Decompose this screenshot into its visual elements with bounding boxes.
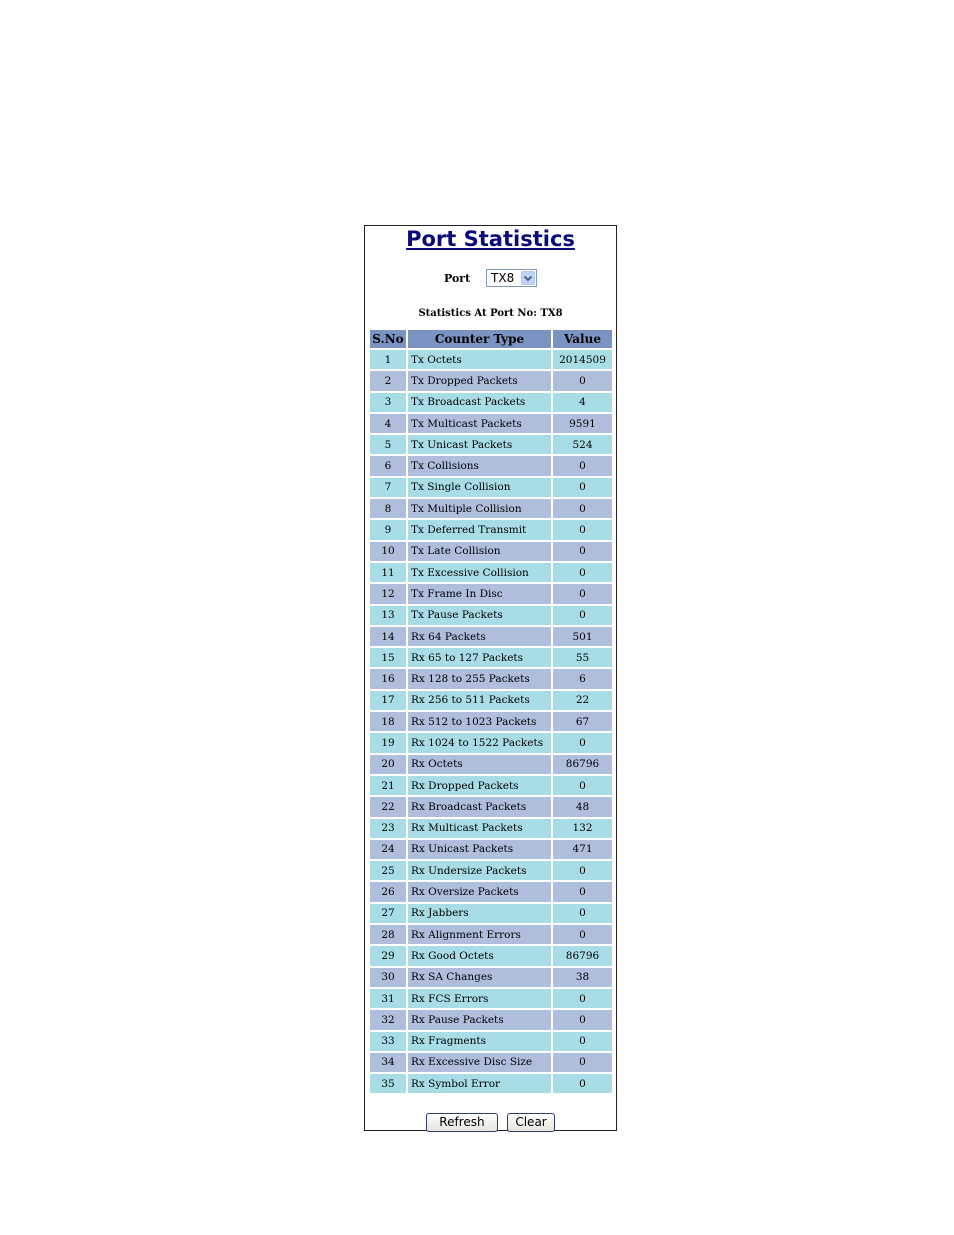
table-row bbox=[370, 669, 612, 688]
row-sno: 11 bbox=[370, 563, 406, 582]
statistics-table bbox=[368, 328, 614, 1095]
row-value: 0 bbox=[553, 499, 612, 518]
table-row bbox=[370, 904, 612, 923]
row-sno: 5 bbox=[370, 435, 406, 454]
row-counter-type: Tx Pause Packets bbox=[408, 606, 551, 625]
table-row bbox=[370, 499, 612, 518]
table-row bbox=[370, 840, 612, 859]
table-row bbox=[370, 989, 612, 1008]
table-row bbox=[370, 797, 612, 816]
table-row bbox=[370, 946, 612, 965]
row-sno: 25 bbox=[370, 861, 406, 880]
row-counter-type: Tx Collisions bbox=[408, 456, 551, 475]
row-counter-type: Rx Broadcast Packets bbox=[408, 797, 551, 816]
row-value: 6 bbox=[553, 669, 612, 688]
row-sno: 33 bbox=[370, 1032, 406, 1051]
table-row bbox=[370, 925, 612, 944]
table-row bbox=[370, 371, 612, 390]
port-selector-row bbox=[365, 269, 616, 287]
row-counter-type: Tx Broadcast Packets bbox=[408, 393, 551, 412]
row-sno: 28 bbox=[370, 925, 406, 944]
table-row bbox=[370, 712, 612, 731]
row-sno: 21 bbox=[370, 776, 406, 795]
row-sno: 4 bbox=[370, 414, 406, 433]
row-sno: 20 bbox=[370, 755, 406, 774]
row-sno: 27 bbox=[370, 904, 406, 923]
row-sno: 34 bbox=[370, 1053, 406, 1072]
row-counter-type: Rx Oversize Packets bbox=[408, 882, 551, 901]
row-value: 55 bbox=[553, 648, 612, 667]
header-value: Value bbox=[553, 330, 612, 348]
row-sno: 18 bbox=[370, 712, 406, 731]
row-counter-type: Rx Symbol Error bbox=[408, 1074, 551, 1093]
table-row bbox=[370, 1074, 612, 1093]
row-sno: 35 bbox=[370, 1074, 406, 1093]
table-row bbox=[370, 648, 612, 667]
row-value: 0 bbox=[553, 520, 612, 539]
table-header-row bbox=[370, 330, 612, 348]
row-counter-type: Tx Multicast Packets bbox=[408, 414, 551, 433]
row-counter-type: Rx 256 to 511 Packets bbox=[408, 691, 551, 710]
row-sno: 30 bbox=[370, 968, 406, 987]
row-value: 0 bbox=[553, 1010, 612, 1029]
row-value: 471 bbox=[553, 840, 612, 859]
table-row bbox=[370, 393, 612, 412]
row-value: 0 bbox=[553, 584, 612, 603]
table-row bbox=[370, 350, 612, 369]
table-row bbox=[370, 691, 612, 710]
row-value: 0 bbox=[553, 1053, 612, 1072]
table-row bbox=[370, 520, 612, 539]
row-sno: 23 bbox=[370, 819, 406, 838]
row-counter-type: Rx 1024 to 1522 Packets bbox=[408, 733, 551, 752]
row-value: 0 bbox=[553, 563, 612, 582]
table-row bbox=[370, 819, 612, 838]
row-sno: 32 bbox=[370, 1010, 406, 1029]
row-counter-type: Rx Good Octets bbox=[408, 946, 551, 965]
row-sno: 16 bbox=[370, 669, 406, 688]
row-value: 86796 bbox=[553, 946, 612, 965]
row-counter-type: Tx Single Collision bbox=[408, 478, 551, 497]
table-row bbox=[370, 776, 612, 795]
header-counter-type: Counter Type bbox=[408, 330, 551, 348]
row-sno: 29 bbox=[370, 946, 406, 965]
row-sno: 8 bbox=[370, 499, 406, 518]
table-row bbox=[370, 733, 612, 752]
statistics-caption: Statistics At Port No: TX8 bbox=[418, 308, 563, 319]
row-sno: 3 bbox=[370, 393, 406, 412]
table-row bbox=[370, 1053, 612, 1072]
row-value: 0 bbox=[553, 882, 612, 901]
port-select-value: TX8 bbox=[491, 271, 515, 285]
row-counter-type: Rx 64 Packets bbox=[408, 627, 551, 646]
row-value: 0 bbox=[553, 456, 612, 475]
row-value: 0 bbox=[553, 776, 612, 795]
port-label: Port bbox=[443, 271, 471, 285]
row-counter-type: Rx Fragments bbox=[408, 1032, 551, 1051]
row-value: 4 bbox=[553, 393, 612, 412]
chevron-down-icon[interactable] bbox=[521, 271, 535, 285]
row-counter-type: Rx Alignment Errors bbox=[408, 925, 551, 944]
row-value: 0 bbox=[553, 733, 612, 752]
row-value: 0 bbox=[553, 989, 612, 1008]
row-sno: 14 bbox=[370, 627, 406, 646]
row-value: 0 bbox=[553, 542, 612, 561]
refresh-button[interactable]: Refresh bbox=[426, 1113, 498, 1132]
table-row bbox=[370, 456, 612, 475]
row-counter-type: Rx Pause Packets bbox=[408, 1010, 551, 1029]
table-row bbox=[370, 478, 612, 497]
row-sno: 6 bbox=[370, 456, 406, 475]
row-counter-type: Rx Excessive Disc Size bbox=[408, 1053, 551, 1072]
row-counter-type: Rx Multicast Packets bbox=[408, 819, 551, 838]
table-row bbox=[370, 882, 612, 901]
row-counter-type: Tx Deferred Transmit bbox=[408, 520, 551, 539]
row-counter-type: Tx Octets bbox=[408, 350, 551, 369]
row-counter-type: Tx Late Collision bbox=[408, 542, 551, 561]
row-counter-type: Rx 65 to 127 Packets bbox=[408, 648, 551, 667]
row-sno: 13 bbox=[370, 606, 406, 625]
row-value: 48 bbox=[553, 797, 612, 816]
table-row bbox=[370, 435, 612, 454]
row-value: 67 bbox=[553, 712, 612, 731]
row-counter-type: Rx Dropped Packets bbox=[408, 776, 551, 795]
row-value: 38 bbox=[553, 968, 612, 987]
row-counter-type: Rx Unicast Packets bbox=[408, 840, 551, 859]
header-sno: S.No bbox=[370, 330, 406, 348]
button-row bbox=[365, 1112, 616, 1132]
row-sno: 22 bbox=[370, 797, 406, 816]
table-row bbox=[370, 861, 612, 880]
row-sno: 19 bbox=[370, 733, 406, 752]
table-row bbox=[370, 584, 612, 603]
row-sno: 31 bbox=[370, 989, 406, 1008]
table-row bbox=[370, 414, 612, 433]
table-row bbox=[370, 968, 612, 987]
row-value: 9591 bbox=[553, 414, 612, 433]
table-row bbox=[370, 542, 612, 561]
row-value: 524 bbox=[553, 435, 612, 454]
statistics-table-body bbox=[370, 350, 612, 1093]
row-value: 0 bbox=[553, 1074, 612, 1093]
row-value: 0 bbox=[553, 861, 612, 880]
row-value: 22 bbox=[553, 691, 612, 710]
row-value: 0 bbox=[553, 478, 612, 497]
table-row bbox=[370, 1032, 612, 1051]
row-counter-type: Tx Excessive Collision bbox=[408, 563, 551, 582]
row-sno: 2 bbox=[370, 371, 406, 390]
row-counter-type: Rx 128 to 255 Packets bbox=[408, 669, 551, 688]
page-title-text: Port Statistics bbox=[406, 227, 575, 251]
table-row bbox=[370, 563, 612, 582]
clear-button[interactable]: Clear bbox=[507, 1113, 555, 1132]
row-sno: 10 bbox=[370, 542, 406, 561]
row-sno: 17 bbox=[370, 691, 406, 710]
row-counter-type: Rx Jabbers bbox=[408, 904, 551, 923]
row-sno: 24 bbox=[370, 840, 406, 859]
row-sno: 26 bbox=[370, 882, 406, 901]
row-counter-type: Rx 512 to 1023 Packets bbox=[408, 712, 551, 731]
row-counter-type: Tx Multiple Collision bbox=[408, 499, 551, 518]
table-row bbox=[370, 627, 612, 646]
row-sno: 1 bbox=[370, 350, 406, 369]
page-title bbox=[365, 226, 616, 252]
row-sno: 15 bbox=[370, 648, 406, 667]
table-row bbox=[370, 1010, 612, 1029]
row-value: 86796 bbox=[553, 755, 612, 774]
row-value: 2014509 bbox=[553, 350, 612, 369]
row-counter-type: Tx Dropped Packets bbox=[408, 371, 551, 390]
row-value: 132 bbox=[553, 819, 612, 838]
row-counter-type: Rx Octets bbox=[408, 755, 551, 774]
row-value: 0 bbox=[553, 904, 612, 923]
row-value: 0 bbox=[553, 925, 612, 944]
row-value: 0 bbox=[553, 606, 612, 625]
row-counter-type: Rx FCS Errors bbox=[408, 989, 551, 1008]
row-sno: 9 bbox=[370, 520, 406, 539]
table-row bbox=[370, 755, 612, 774]
table-row bbox=[370, 606, 612, 625]
row-counter-type: Rx SA Changes bbox=[408, 968, 551, 987]
row-counter-type: Tx Frame In Disc bbox=[408, 584, 551, 603]
row-value: 0 bbox=[553, 371, 612, 390]
port-select[interactable] bbox=[486, 269, 537, 287]
port-statistics-panel bbox=[364, 225, 617, 1131]
row-counter-type: Tx Unicast Packets bbox=[408, 435, 551, 454]
row-counter-type: Rx Undersize Packets bbox=[408, 861, 551, 880]
row-sno: 7 bbox=[370, 478, 406, 497]
row-value: 0 bbox=[553, 1032, 612, 1051]
row-value: 501 bbox=[553, 627, 612, 646]
row-sno: 12 bbox=[370, 584, 406, 603]
